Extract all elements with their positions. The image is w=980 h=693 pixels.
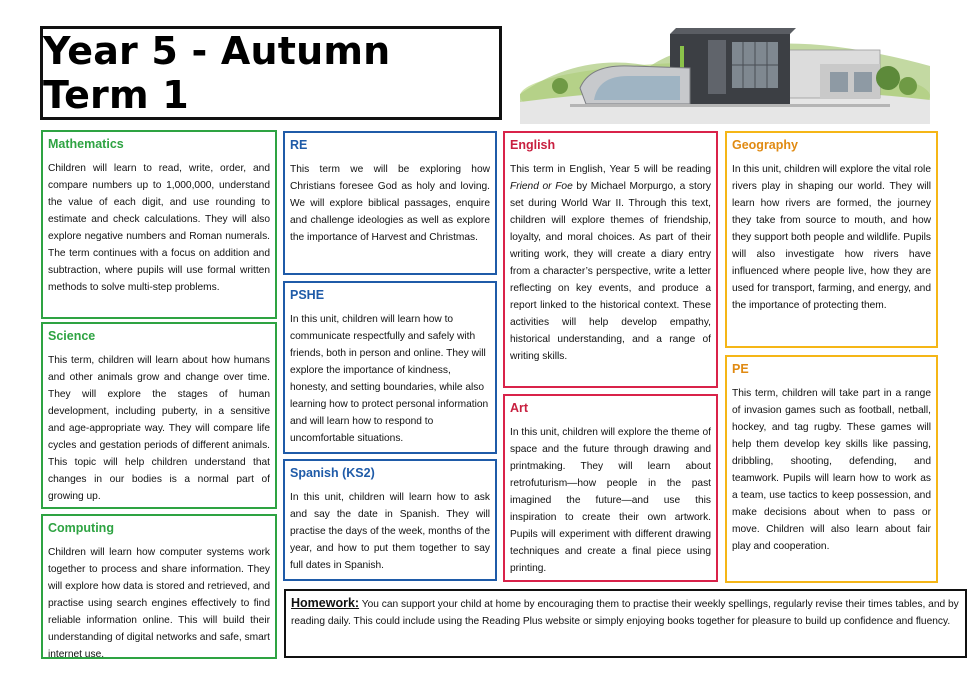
science-box (41, 322, 277, 509)
re-heading: RE (290, 138, 308, 152)
homework-body: You can support your child at home by encouraging them to practise their weekly spellings, regularly revise their times tables, and by reading daily. This could include using the Reading Plus website or simply enjoying books together for pleasure to build up confidence and fluency. (291, 599, 959, 627)
pe-box (725, 355, 938, 583)
re-box (283, 131, 497, 275)
english-text-rest: by Michael Morpurgo, a story set during World War II. Through this text, children will explore themes of friendship, loyalty, and moral choices. As part of their writing work, they will create a diary entry from a character’s perspective, write a letter reflecting on key events, and produce a report linked to the historical context. These activities will help develop empathy, historical understanding, and a range of writing skills. (510, 181, 711, 362)
english-book-title: Friend or Foe (510, 181, 573, 192)
english-text (510, 161, 711, 365)
pshe-box (283, 281, 497, 454)
science-heading: Science (48, 329, 96, 343)
computing-heading: Computing (48, 521, 114, 535)
school-building-illustration (520, 16, 930, 124)
art-text: In this unit, children will explore the theme of space and the future through drawing and printmaking. They will learn about retrofuturism—how people in the past imagined the future—and use this inspiration to create their own artwork. Pupils will experiment with different drawing techniques and create a final piece using printing. (510, 427, 711, 574)
geography-text: In this unit, children will explore the vital role rivers play in shaping our world. They will learn how rivers are formed, the journey they take from source to mouth, and how they support both people and wildlife. Pupils will also investigate how rivers have influenced where people live, how they are used for transport, farming, and energy, and the importance of protecting them. (732, 164, 931, 311)
spanish-heading: Spanish (KS2) (290, 466, 375, 480)
pshe-heading: PSHE (290, 288, 325, 302)
title-box (40, 26, 502, 120)
mathematics-text: Children will learn to read, write, order, and compare numbers up to 1,000,000, understand the value of each digit, and use rounding to estimate and check calculations. They will also explore negative numbers and Roman numerals. The term continues with a focus on addition and subtraction, where pupils will use formal written methods to solve multi-step problems. (48, 163, 270, 293)
mathematics-box (41, 130, 277, 319)
pe-text: This term, children will take part in a range of invasion games such as football, netball, hockey, and tag rugby. These games will help them develop key skills like passing, dribbling, shooting, defending, and teamwork. Pupils will learn how to work as a team, use tactics to keep possession, and make decisions about when to pass or move. Children will also learn about fair play and cooperation. (732, 388, 931, 552)
pshe-text: In this unit, children will learn how to communicate respectfully and safely with friends, both in person and online. They will explore the importance of kindness, honesty, and setting boundaries, while also learning how to protect personal information and will learn how to respond to uncomfortable situations. (290, 314, 489, 444)
english-heading: English (510, 138, 556, 152)
homework-text (291, 595, 960, 630)
computing-box (41, 514, 277, 659)
homework-label: Homework: (291, 596, 360, 610)
pe-heading: PE (732, 362, 749, 376)
english-box (503, 131, 718, 388)
mathematics-heading: Mathematics (48, 137, 124, 151)
spanish-text: In this unit, children will learn how to ask and say the date in Spanish. They will practise the days of the week, months of the year, and how to put them together to say full dates in Spanish. (290, 492, 490, 571)
art-heading: Art (510, 401, 529, 415)
art-box (503, 394, 718, 582)
re-text: This term we will be exploring how Christians foresee God as holy and loving. We will explore biblical passages, enquire and challenge ideologies as well as explore the importance of Harvest and Christmas. (290, 164, 490, 243)
computing-text: Children will learn how computer systems work together to process and share information. They will explore how data is stored and retrieved, and practise using search engines effectively to find reliable information online. This will build their understanding of digital networks and safe, smart internet use. (48, 547, 270, 660)
spanish-box (283, 459, 497, 581)
homework-box (284, 589, 967, 658)
geography-heading: Geography (732, 138, 798, 152)
english-text-intro: This term in English, Year 5 will be reading (510, 164, 711, 175)
science-text: This term, children will learn about how humans and other animals grow and change over time. They will explore the stages of human development, including puberty, in a sensitive and age-appropriate way. They will compare life cycles and gestation periods of different animals. This topic will help children understand that changes in our bodies is a normal part of growing up. (48, 355, 270, 502)
page-title: Year 5 - Autumn Term 1 (43, 29, 391, 117)
geography-box (725, 131, 938, 348)
